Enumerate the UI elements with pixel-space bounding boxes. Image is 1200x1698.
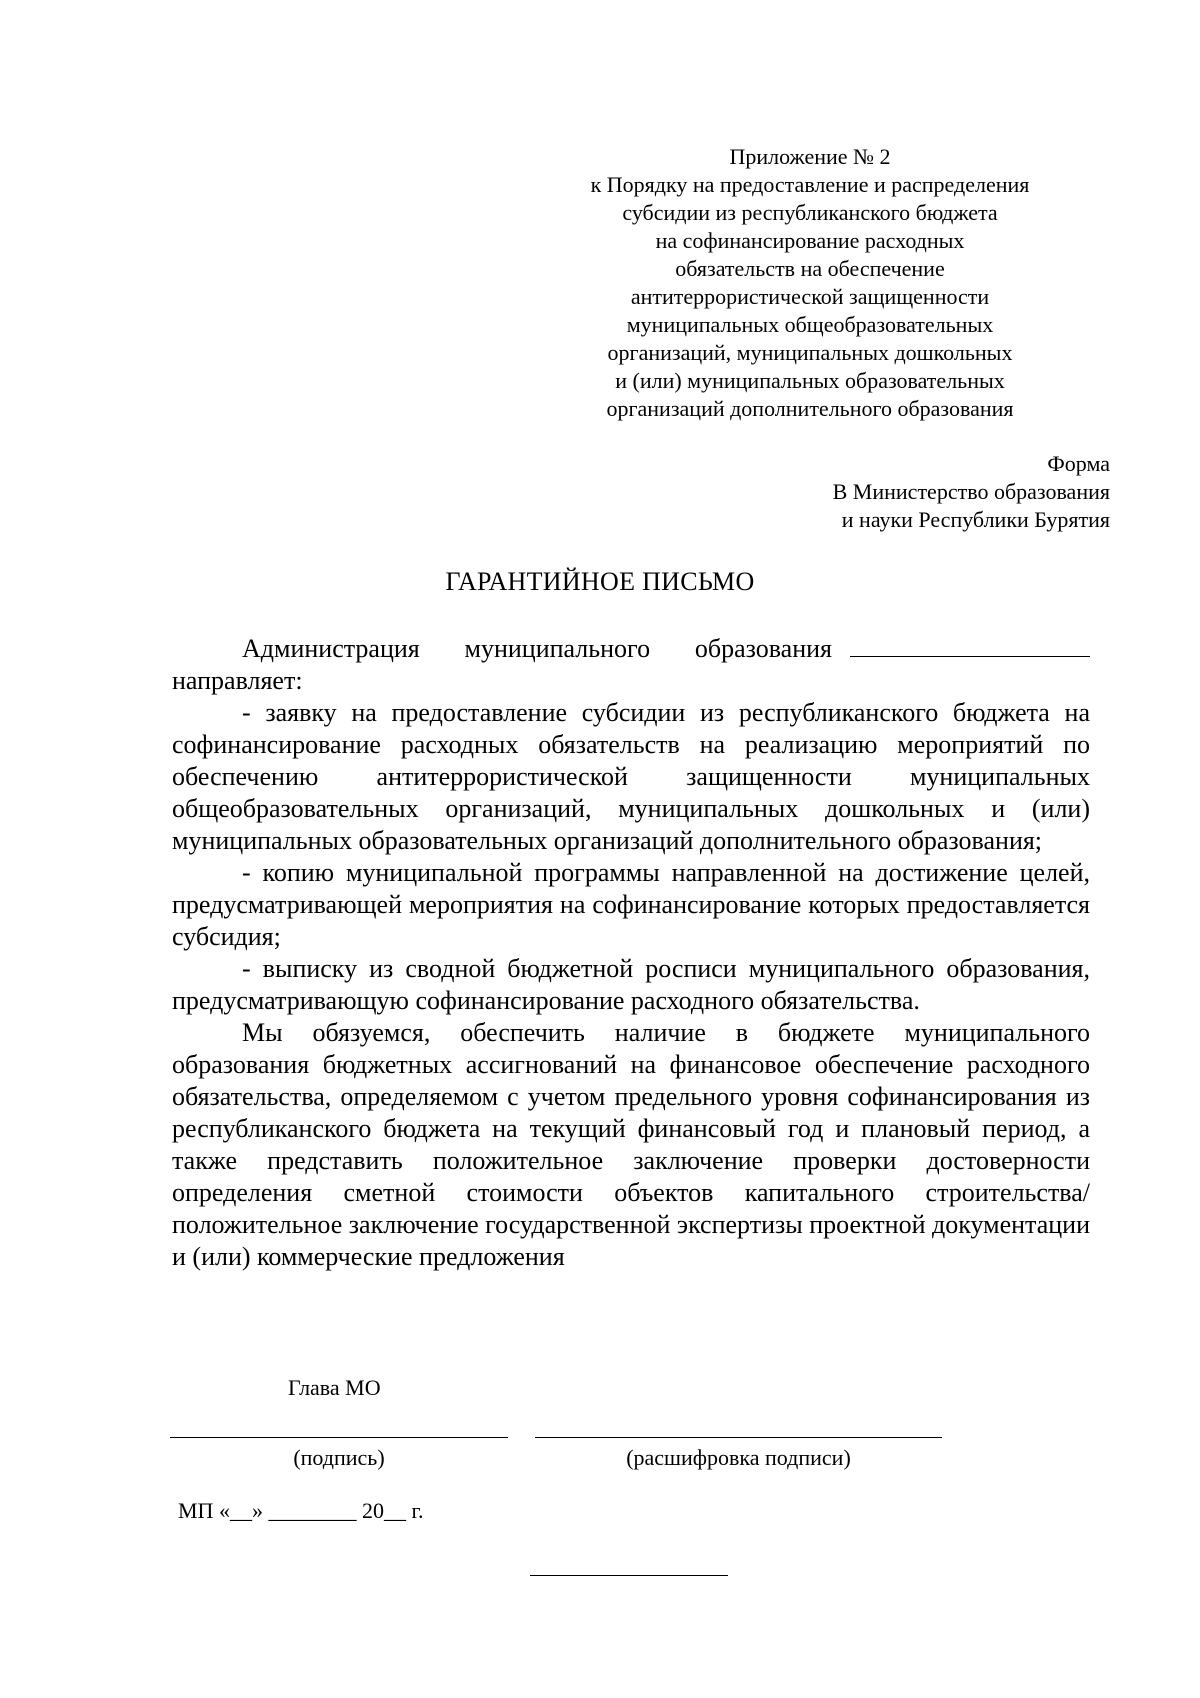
- appendix-line: организаций, муниципальных дошкольных: [607, 340, 1013, 365]
- recipient-line-1: В Министерство образования: [832, 479, 1110, 504]
- appendix-header: [560, 143, 1060, 423]
- recipient-line-2: и науки Республики Бурятия: [841, 507, 1110, 532]
- intro-line: [172, 630, 1090, 665]
- enclosure-item-2: - копию муниципальной программы направленной на достижение целей, предусматривающей мероприятия на софинансирование которых предоставляется субсидия;: [172, 858, 1090, 951]
- appendix-line: Приложение № 2: [729, 144, 891, 169]
- letter-body: [172, 630, 1090, 1273]
- enclosure-item-3: - выписку из сводной бюджетной росписи муниципального образования, предусматривающую софинансирование расходного обязательства.: [172, 954, 1090, 1015]
- head-of-municipality-label: Глава МО: [288, 1375, 381, 1400]
- intro-words: [242, 633, 832, 665]
- appendix-line: муниципальных общеобразовательных: [626, 312, 994, 337]
- stamp-date-line: МП «__» ________ 20__ г.: [178, 1498, 424, 1523]
- appendix-line: к Порядку на предоставление и распределения: [590, 172, 1030, 197]
- appendix-line: субсидии из республиканского бюджета: [622, 200, 998, 225]
- obligation-paragraph: Мы обязуемся, обеспечить наличие в бюджете муниципального образования бюджетных ассигнований на финансовое обеспечение расходного обязательства, определяемом с учетом предельного уровня софинансирования из республиканского бюджета на текущий финансовый год и плановый период, а также представить положительное заключение проверки достоверности определения сметной стоимости объектов капитального строительства/положительное заключение государственной экспертизы проектной документации и (или) коммерческие предложения: [172, 1018, 1090, 1271]
- intro-word: муниципального: [464, 634, 651, 663]
- appendix-line: организаций дополнительного образования: [606, 396, 1014, 421]
- appendix-line: обязательств на обеспечение: [675, 256, 945, 281]
- intro-continuation: направляет:: [172, 666, 303, 695]
- intro-word: Администрация: [242, 634, 420, 663]
- signature-caption: (подпись): [293, 1445, 385, 1470]
- appendix-line: на софинансирование расходных: [655, 228, 965, 253]
- footer-divider: [530, 1575, 728, 1576]
- recipient-block: [833, 450, 1110, 534]
- document-title: ГАРАНТИЙНОЕ ПИСЬМО: [445, 567, 755, 596]
- intro-word: образования: [694, 634, 832, 663]
- signature-transcript-line: [535, 1437, 942, 1438]
- form-label: Форма: [1047, 451, 1110, 476]
- municipality-name-blank: [850, 630, 1090, 657]
- appendix-line: антитеррористической защищенности: [630, 284, 990, 309]
- transcript-caption: (расшифровка подписи): [626, 1445, 851, 1470]
- signature-line: [170, 1437, 508, 1438]
- enclosure-item-1: - заявку на предоставление субсидии из республиканского бюджета на софинансирование расходных обязательств на реализацию мероприятий по обеспечению антитеррористической защищенности муниципальных общеобразовательных организаций, муниципальных дошкольных и (или) муниципальных образовательных организаций дополнительного образования;: [172, 698, 1090, 855]
- appendix-line: и (или) муниципальных образовательных: [615, 368, 1005, 393]
